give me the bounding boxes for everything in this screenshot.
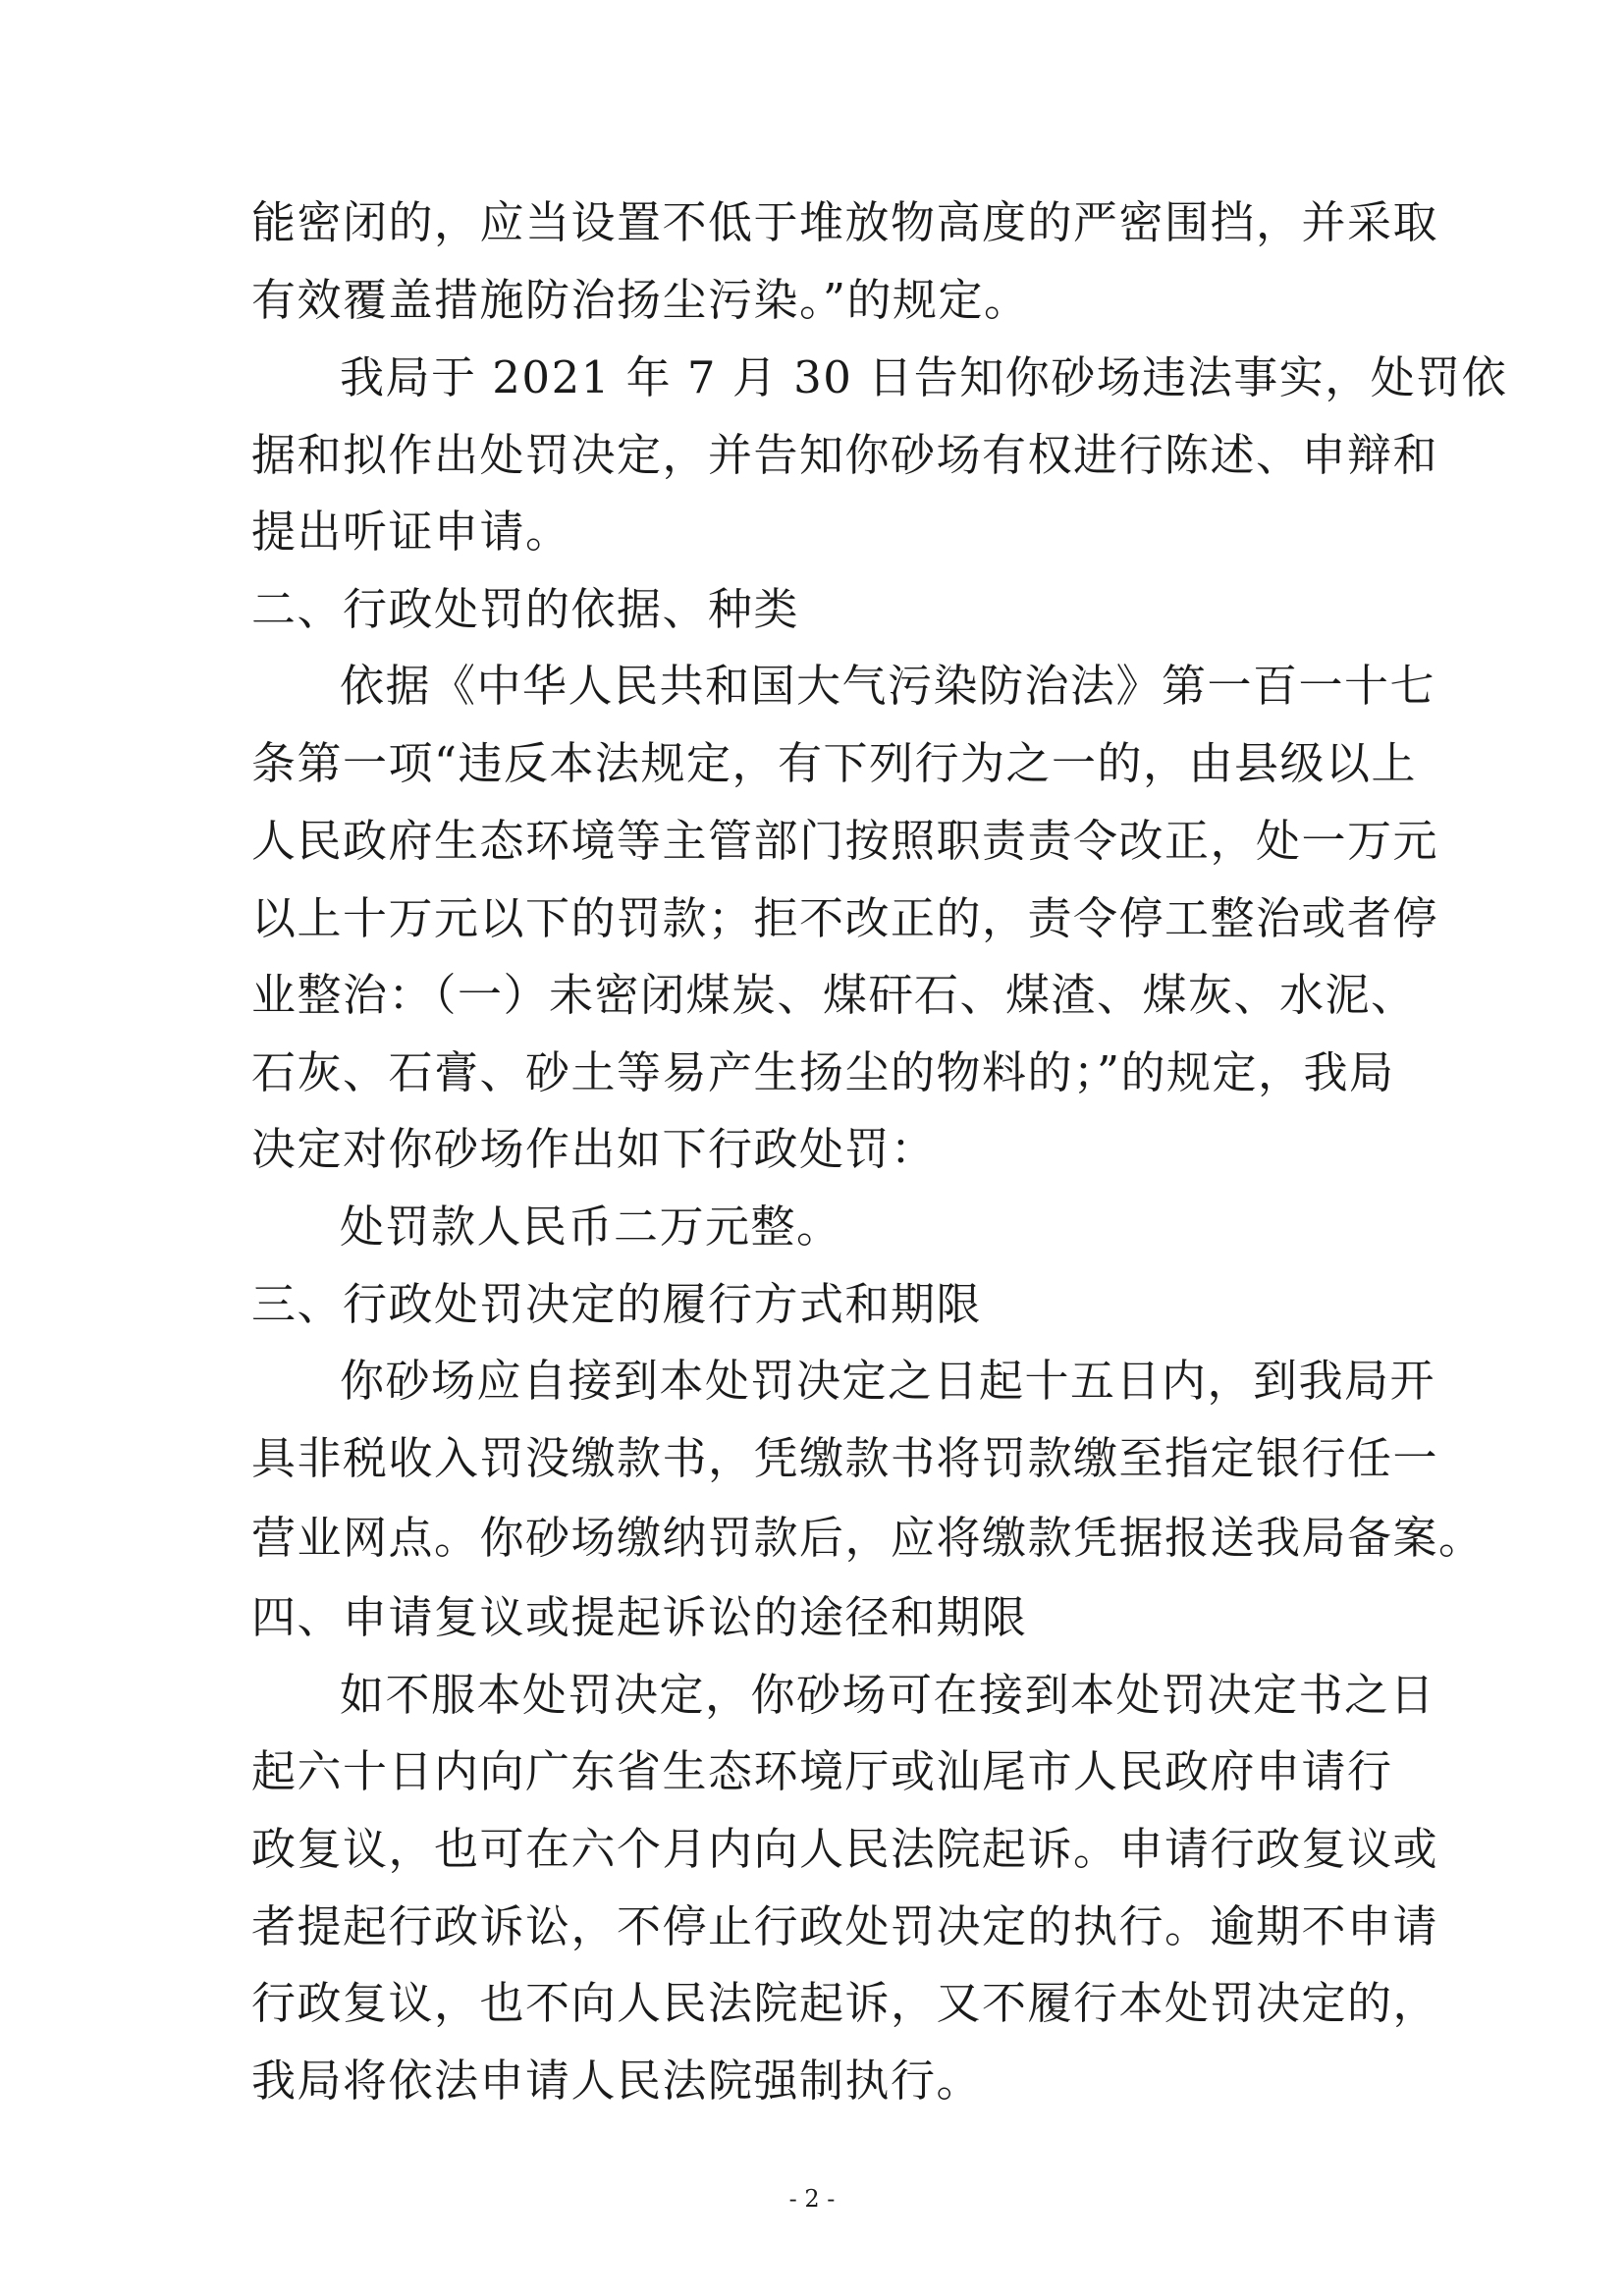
- text-line: 具非税收入罚没缴款书，凭缴款书将罚款缴至指定银行任一: [251, 1432, 1439, 1484]
- text-line: 起六十日内向广东省生态环境厅或汕尾市人民政府申请行: [251, 1745, 1393, 1797]
- paragraph-line: 你砂场应自接到本处罚决定之日起十五日内，到我局开: [340, 1355, 1436, 1407]
- paragraph-line: 我局于 2021 年 7 月 30 日告知你砂场违法事实，处罚依: [340, 351, 1508, 403]
- section-heading: 三、行政处罚决定的履行方式和期限: [251, 1278, 983, 1330]
- text-line: 行政复议，也不向人民法院起诉，又不履行本处罚决定的，: [251, 1977, 1439, 2029]
- text-line: 提出听证申请。: [251, 506, 571, 558]
- section-heading: 四、申请复议或提起诉讼的途径和期限: [251, 1591, 1028, 1643]
- page-number: - 2 -: [788, 2185, 836, 2213]
- text-line: 能密闭的，应当设置不低于堆放物高度的严密围挡，并采取: [251, 196, 1439, 248]
- paragraph-line: 依据《中华人民共和国大气污染防治法》第一百一十七: [340, 660, 1436, 712]
- text-line: 人民政府生态环境等主管部门按照职责责令改正，处一万元: [251, 815, 1439, 867]
- text-line: 有效覆盖措施防治扬尘污染。”的规定。: [251, 274, 1030, 326]
- text-line: 营业网点。你砂场缴纳罚款后，应将缴款凭据报送我局备案。: [251, 1512, 1485, 1564]
- text-line: 据和拟作出处罚决定，并告知你砂场有权进行陈述、申辩和: [251, 429, 1439, 481]
- text-line: 以上十万元以下的罚款；拒不改正的，责令停工整治或者停: [251, 892, 1439, 944]
- text-line: 业整治：（一）未密闭煤炭、煤矸石、煤渣、煤灰、水泥、: [251, 969, 1417, 1021]
- text-line: 者提起行政诉讼，不停止行政处罚决定的执行。逾期不申请: [251, 1900, 1439, 1952]
- text-line: 我局将依法申请人民法院强制执行。: [251, 2055, 983, 2107]
- section-heading: 二、行政处罚的依据、种类: [251, 583, 800, 635]
- paragraph-line: 处罚款人民币二万元整。: [340, 1201, 842, 1253]
- paragraph-line: 如不服本处罚决定，你砂场可在接到本处罚决定书之日: [340, 1669, 1436, 1721]
- text-line: 石灰、石膏、砂土等易产生扬尘的物料的；”的规定，我局: [251, 1046, 1395, 1098]
- text-line: 政复议，也可在六个月内向人民法院起诉。申请行政复议或: [251, 1823, 1439, 1875]
- text-line: 条第一项“违反本法规定，有下列行为之一的，由县级以上: [251, 737, 1418, 789]
- text-line: 决定对你砂场作出如下行政处罚：: [251, 1123, 937, 1175]
